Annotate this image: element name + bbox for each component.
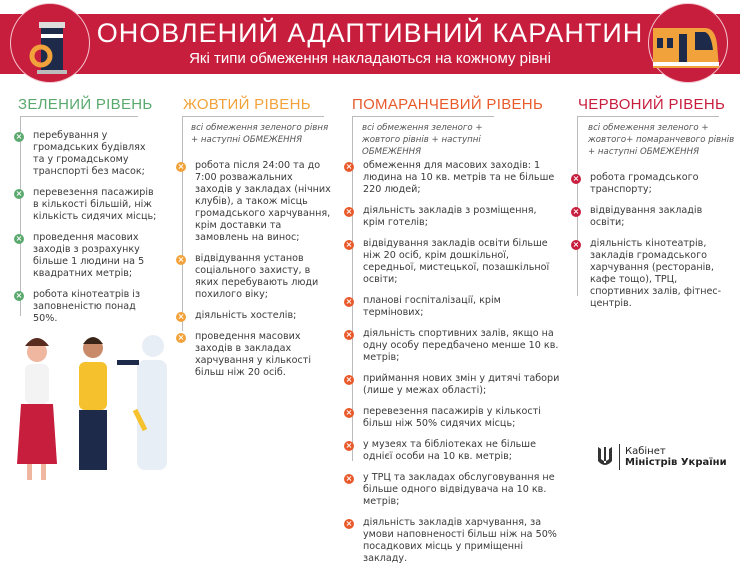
logo-line1: Кабінет (625, 446, 666, 457)
list-item: × проведення масових заходів в закладах харчування у кількості більш ніж 20 осіб. (177, 331, 312, 378)
list-item: × відвідування закладів освіти більше ніж 20 осіб, крім дошкільної, середньої, мистецької, позашкільної освіти; (345, 238, 550, 285)
cross-icon: × (345, 519, 353, 528)
list-item: × перевезення пасажирів у кількості більш ніж 50% сидячих місць; (345, 406, 541, 429)
list-item: × робота громадського транспорту; (572, 172, 699, 195)
level-note: всі обмеження зеленого + жовтого рівнів + наступні ОБМЕЖЕННЯ (362, 123, 483, 157)
cross-icon: × (177, 333, 185, 342)
cross-icon: × (177, 312, 185, 321)
cross-icon: × (345, 207, 353, 216)
cross-icon: × (15, 234, 23, 243)
cross-icon: × (345, 240, 353, 249)
list-item: × діяльність кінотеатрів, закладів громадського харчування (ресторанів, кафе тощо), ТРЦ, спортивних залів, фітнес-центрів. (572, 238, 722, 309)
level-green (18, 96, 153, 113)
list-item: × відвідування установ соціального захисту, в яких перебувають люди похилого віку; (177, 253, 319, 300)
list-item: × діяльність хостелів; (177, 310, 297, 321)
red-list (572, 172, 727, 319)
list-item: × діяльність закладів харчування, за умови наповненості більш ніж на 50% посадкових місць у приміщенні закладу. (345, 517, 557, 564)
list-item: × приймання нових змін у дитячі табори (лише у межах області); (345, 373, 560, 396)
cross-icon: × (345, 297, 353, 306)
list-item: × планові госпіталізації, крім термінових; (345, 295, 501, 318)
list-item: × перевезення пасажирів в кількості більшій, ніж кількість сидячих місць; (15, 187, 157, 222)
list-item: × проведення масових заходів з розрахунку більше 1 людини на 5 квадратних метрів; (15, 232, 145, 279)
cross-icon: × (345, 474, 353, 483)
trident-icon (596, 445, 614, 469)
people-illustration (5, 320, 180, 484)
orange-list (345, 160, 560, 574)
cross-icon: × (177, 255, 185, 264)
cross-icon: × (572, 240, 580, 249)
level-title: ЧЕРВОНИЙ РІВЕНЬ (578, 96, 726, 113)
list-item: × робота після 24:00 та до 7:00 розважальних заходів у закладах (нічних клубів), а також місць громадського харчування, крім доставки та замовлень на винос; (177, 160, 331, 243)
cross-icon: × (15, 189, 23, 198)
logo-line2: Міністрів України (625, 457, 727, 468)
level-yellow (183, 96, 311, 113)
list-item: × перебування у громадських будівлях та у громадському транспорті без масок; (15, 130, 146, 177)
cross-icon: × (345, 330, 353, 339)
cross-icon: × (15, 291, 23, 300)
cross-icon: × (345, 441, 353, 450)
level-title: ЖОВТИЙ РІВЕНЬ (183, 96, 311, 113)
list-item: × робота кінотеатрів із заповненістю понад 50%. (15, 289, 141, 324)
page-title: ОНОВЛЕНИЙ АДАПТИВНИЙ КАРАНТИН (96, 18, 644, 48)
list-item: × діяльність закладів з розміщення, крім готелів; (345, 205, 537, 228)
cabinet-logo (596, 444, 727, 470)
yellow-list (177, 160, 332, 388)
level-red (578, 96, 725, 113)
list-item: × діяльність спортивних залів, якщо на одну особу передбачено менше 10 кв. метрів; (345, 328, 559, 363)
cross-icon: × (572, 207, 580, 216)
cross-icon: × (345, 162, 353, 171)
list-item: × обмеження для масових заходів: 1 людина на 10 кв. метрів та не більше 220 людей; (345, 160, 555, 195)
level-note: всі обмеження зеленого + жовтого+ помаранчевого рівнів + наступні ОБМЕЖЕННЯ (588, 123, 735, 157)
cross-icon: × (177, 162, 185, 171)
level-note: всі обмеження зеленого рівня + наступні ОБМЕЖЕННЯ (191, 123, 329, 145)
level-orange (352, 96, 543, 113)
cross-icon: × (345, 375, 353, 384)
list-item: × відвідування закладів освіти; (572, 205, 703, 228)
list-item: × у ТРЦ та закладах обслуговування не більше одного відвідувача на 10 кв. метрів; (345, 472, 555, 507)
level-title: ПОМАРАНЧЕВИЙ РІВЕНЬ (352, 96, 544, 113)
cross-icon: × (345, 408, 353, 417)
level-title: ЗЕЛЕНИЙ РІВЕНЬ (18, 96, 153, 113)
cross-icon: × (15, 132, 23, 141)
page-subtitle: Які типи обмеження накладаються на кожному рівні (189, 50, 551, 67)
cross-icon: × (572, 174, 580, 183)
green-list (15, 130, 160, 334)
list-item: × у музеях та бібліотеках не більше однієї особи на 10 кв. метрів; (345, 439, 536, 462)
